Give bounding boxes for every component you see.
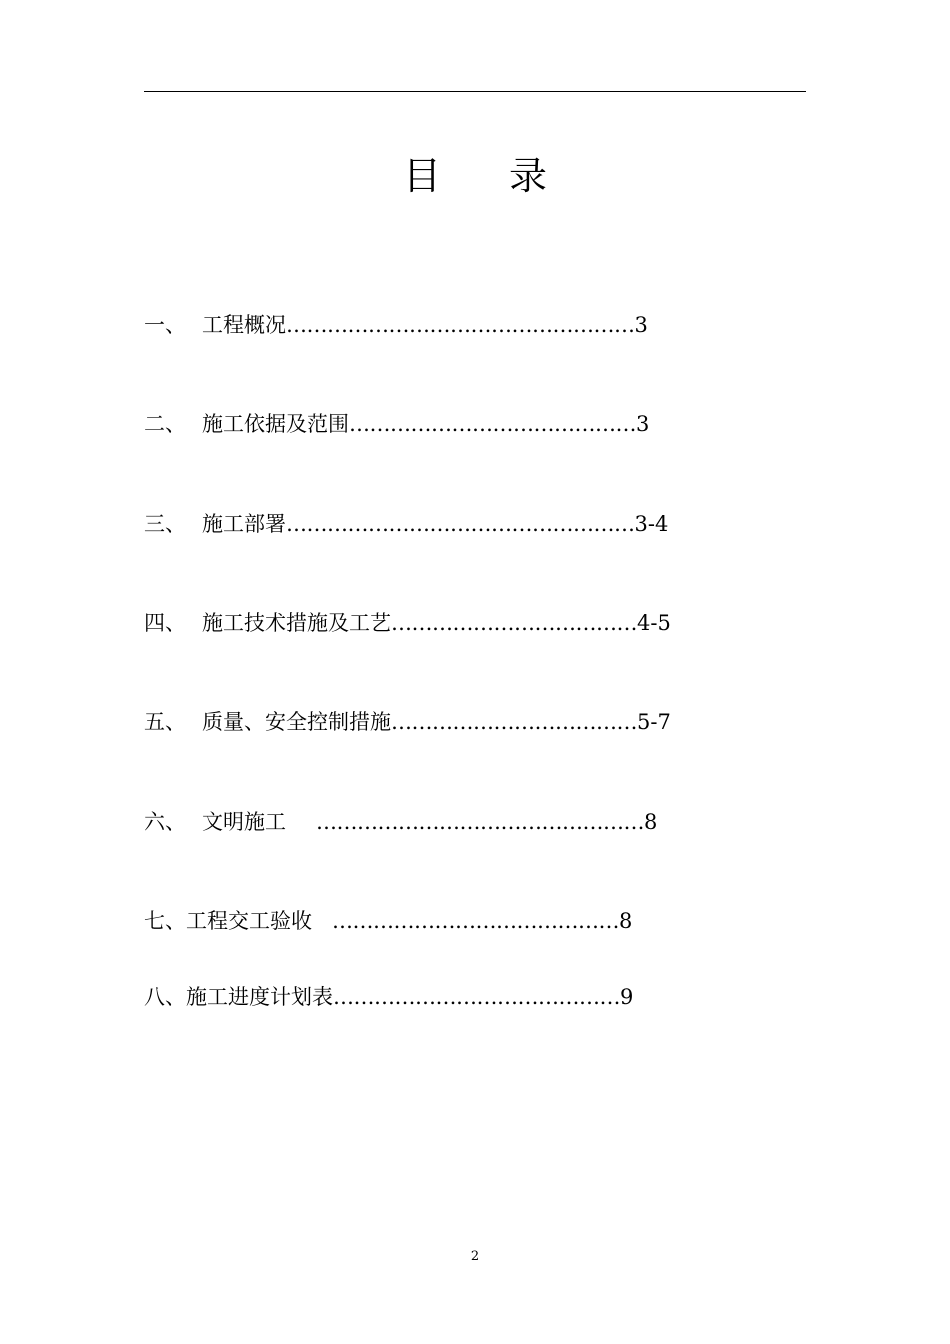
toc-entry-title: 施工技术措施及工艺 bbox=[202, 611, 391, 635]
toc-entry-page: 8 bbox=[619, 909, 633, 933]
toc-entry-page: 8 bbox=[644, 810, 658, 834]
toc-entry-leader: …………………………………… bbox=[332, 909, 619, 933]
toc-entry-number: 三、 bbox=[144, 512, 186, 536]
toc-entry-leader: …………………………………………… bbox=[286, 512, 635, 536]
toc-entry[interactable] bbox=[144, 708, 671, 736]
toc-entry-leader: ……………………………… bbox=[391, 710, 637, 734]
toc-entry[interactable] bbox=[144, 983, 633, 1011]
toc-entry-page: 9 bbox=[620, 985, 634, 1009]
toc-entry-title: 工程交工验收 bbox=[186, 909, 312, 933]
toc-entry-leader: ………………………………………… bbox=[316, 810, 644, 834]
toc-entry-page: 3-4 bbox=[634, 512, 669, 536]
toc-entry[interactable] bbox=[144, 808, 657, 836]
toc-entry-number: 七、 bbox=[144, 909, 186, 933]
page-title: 目 录 bbox=[402, 154, 576, 198]
toc-entry[interactable] bbox=[144, 907, 632, 935]
toc-entry-page: 3 bbox=[634, 313, 648, 337]
toc-entry-number: 八、 bbox=[144, 985, 186, 1009]
header-rule bbox=[144, 91, 806, 92]
toc-entry-page: 3 bbox=[636, 412, 650, 436]
toc-entry-page: 4-5 bbox=[637, 611, 671, 635]
toc-entry-title: 施工部署 bbox=[202, 512, 286, 536]
toc-entry-leader: …………………………………… bbox=[349, 412, 636, 436]
toc-entry-title: 工程概况 bbox=[202, 313, 286, 337]
toc-entry-number: 一、 bbox=[144, 313, 186, 337]
toc-entry-title: 质量、安全控制措施 bbox=[202, 710, 391, 734]
toc-entry-leader: ……………………………… bbox=[391, 611, 637, 635]
toc-entry[interactable] bbox=[144, 510, 668, 538]
toc-entry-number: 五、 bbox=[144, 710, 186, 734]
toc-entry-number: 二、 bbox=[144, 412, 186, 436]
toc-entry-title: 施工进度计划表 bbox=[186, 985, 333, 1009]
toc-entry-title: 文明施工 bbox=[202, 810, 286, 834]
toc-entry[interactable] bbox=[144, 609, 671, 637]
toc-entry-title: 施工依据及范围 bbox=[202, 412, 349, 436]
toc-entry[interactable] bbox=[144, 410, 649, 438]
toc-entry-number: 四、 bbox=[144, 611, 186, 635]
toc-entry-number: 六、 bbox=[144, 810, 186, 834]
footer-page-number: 2 bbox=[470, 1249, 480, 1264]
toc-entry-leader: …………………………………………… bbox=[286, 313, 635, 337]
toc-entry-page: 5-7 bbox=[637, 710, 671, 734]
toc-entry-leader: …………………………………… bbox=[333, 985, 620, 1009]
toc-entry[interactable] bbox=[144, 311, 648, 339]
